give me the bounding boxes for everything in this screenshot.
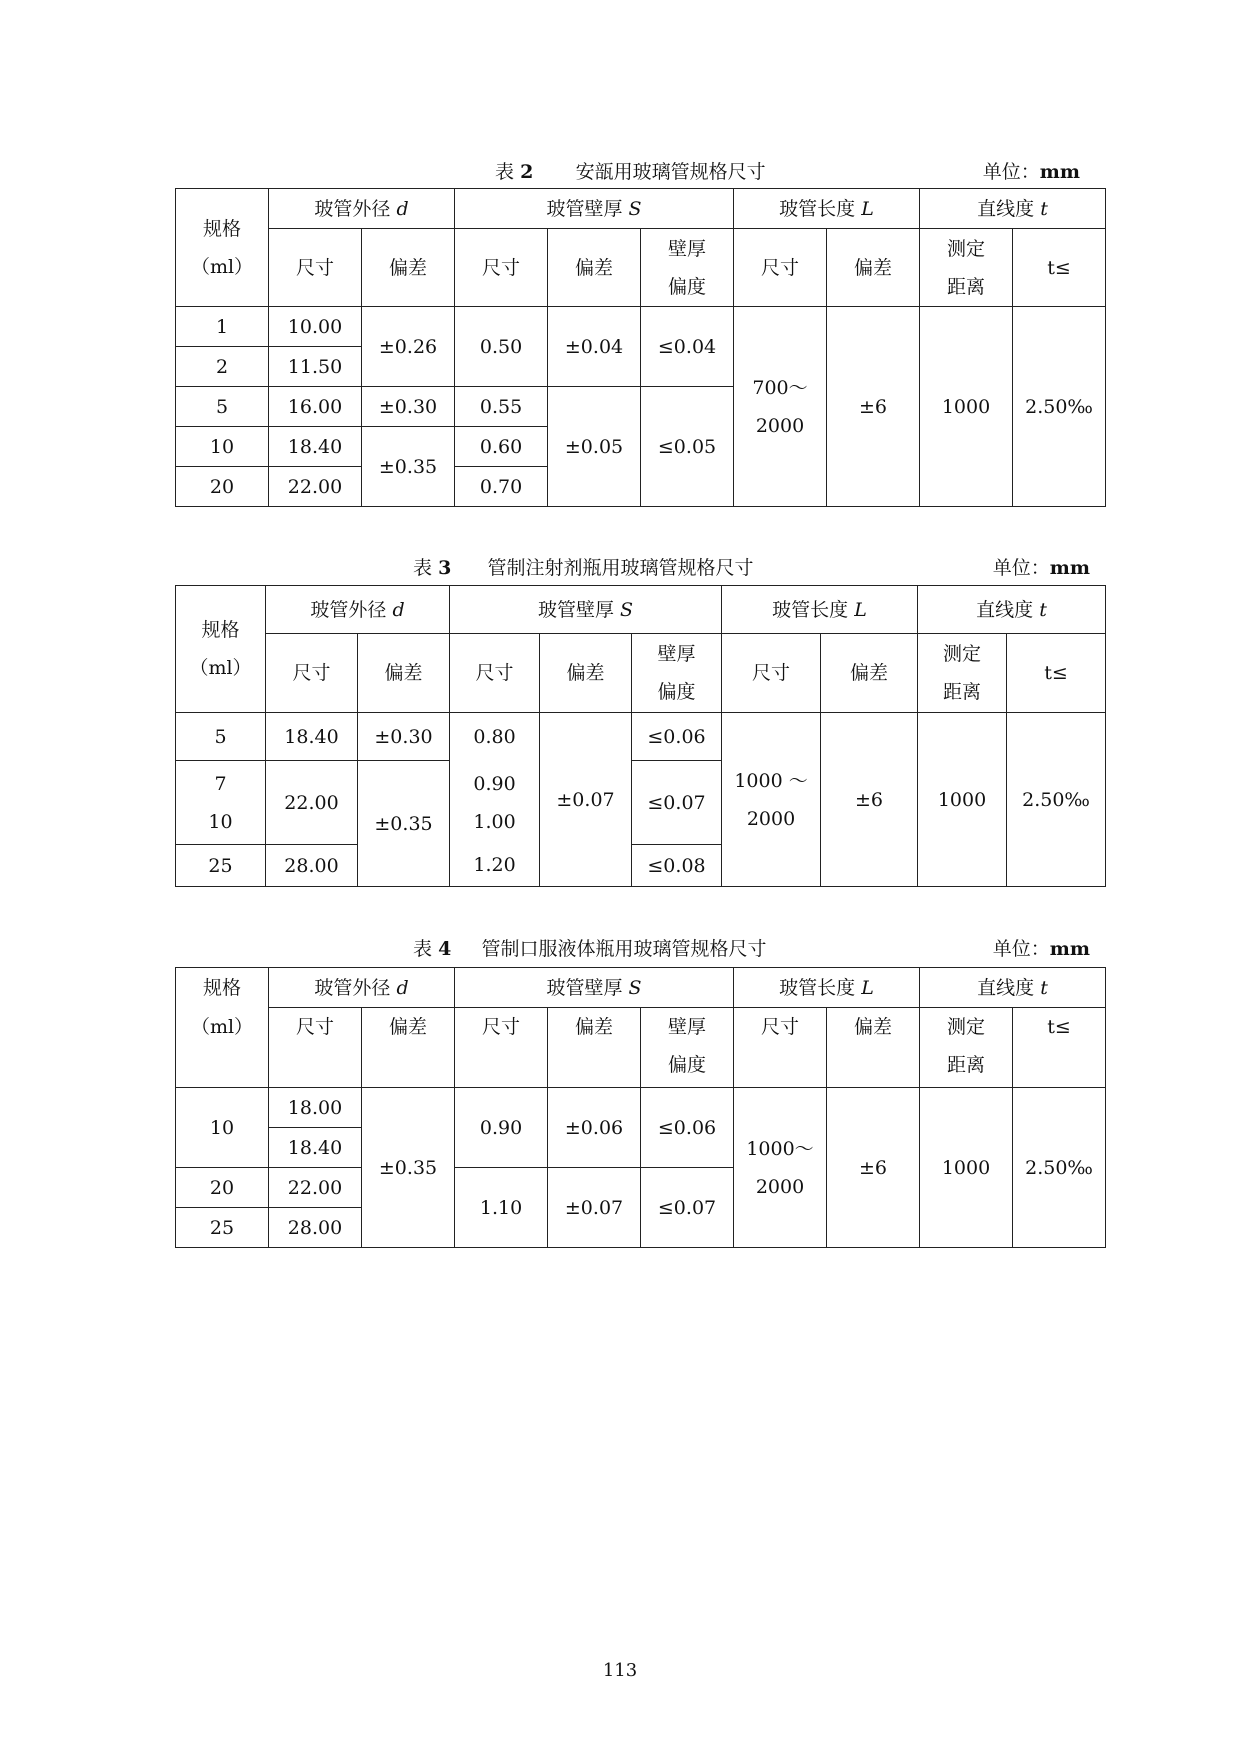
header-wall-dev: 偏差 [540,634,632,713]
header-wall-skew: 壁厚 偏度 [641,1008,734,1088]
header-wall: 玻管壁厚 S [450,586,722,634]
cell: 22.00 [269,1168,362,1208]
cell: ±6 [827,307,920,507]
cell: 18.40 [269,427,362,467]
cell: 11.50 [269,347,362,387]
header-length-dev: 偏差 [827,1008,920,1088]
header-wall-dev: 偏差 [548,229,641,307]
header-spec: 规格 [176,968,269,1008]
cell: ±0.04 [548,307,641,387]
header-od: 玻管外径 d [269,189,455,229]
header-t: t≤ [1007,634,1106,713]
header-wall-size: 尺寸 [450,634,540,713]
cell: 2.50‰ [1013,1088,1106,1248]
table-row [176,307,1106,347]
cell: 28.00 [266,845,358,887]
cell: 1000～ 2000 [734,1088,827,1248]
cell: ±0.30 [358,713,450,761]
cell: 1 [176,307,269,347]
cell: 1000 [918,713,1007,887]
caption-unit: 单位：mm [992,557,1090,579]
header-length-dev: 偏差 [827,229,920,307]
cell: ≤0.07 [641,1168,734,1248]
cell: 1.10 [455,1168,548,1248]
header-t: t≤ [1013,229,1106,307]
table-3 [175,585,1106,887]
header-length-size: 尺寸 [734,1008,827,1088]
cell: ≤0.04 [641,307,734,387]
table-row [176,1088,1106,1128]
page-number: 113 [602,1660,638,1681]
header-spec-unit: （ml） [176,1008,269,1088]
cell: 28.00 [269,1208,362,1248]
header-od: 玻管外径 d [266,586,450,634]
header-straightness: 直线度 t [920,968,1106,1008]
header-straightness: 直线度 t [920,189,1106,229]
cell: ±0.35 [362,427,455,507]
caption-unit: 单位：mm [982,161,1080,183]
cell: ±0.07 [548,1168,641,1248]
cell: ≤0.06 [641,1088,734,1168]
header-wall-skew: 壁厚 偏度 [641,229,734,307]
table-row [176,713,1106,761]
cell: 0.80 [450,713,540,761]
caption-title: 表 2 安瓿用玻璃管规格尺寸 [495,161,766,183]
header-od: 玻管外径 d [269,968,455,1008]
header-wall-size: 尺寸 [455,229,548,307]
header-spec: 规格 （ml） [176,586,266,713]
header-t: t≤ [1013,1008,1106,1088]
header-length-size: 尺寸 [734,229,827,307]
table-4-caption [175,934,1105,964]
header-wall-skew: 壁厚 偏度 [632,634,722,713]
cell: 1.20 [450,845,540,887]
cell: ±0.30 [362,387,455,427]
cell: 16.00 [269,387,362,427]
cell: ±0.05 [548,387,641,507]
cell: 25 [176,1208,269,1248]
cell: ±0.07 [540,713,632,887]
cell: 2.50‰ [1013,307,1106,507]
cell: 0.60 [455,427,548,467]
header-od-dev: 偏差 [362,229,455,307]
cell: 25 [176,845,266,887]
cell: 20 [176,1168,269,1208]
header-measure: 测定 距离 [918,634,1007,713]
cell: ±0.26 [362,307,455,387]
header-length: 玻管长度 L [734,968,920,1008]
header-od-dev: 偏差 [362,1008,455,1088]
cell: 0.55 [455,387,548,427]
cell: 0.90 [455,1088,548,1168]
header-length-size: 尺寸 [722,634,821,713]
cell: ±0.35 [362,1088,455,1248]
header-length-dev: 偏差 [821,634,918,713]
cell: 700～ 2000 [734,307,827,507]
header-od-size: 尺寸 [269,1008,362,1088]
header-wall-dev: 偏差 [548,1008,641,1088]
cell: 1000 [920,307,1013,507]
caption-title: 表 3 管制注射剂瓶用玻璃管规格尺寸 [413,557,754,579]
cell: 0.70 [455,467,548,507]
cell: 10 [176,1088,269,1168]
header-measure: 测定 距离 [920,1008,1013,1088]
cell: 20 [176,467,269,507]
cell: 7 10 [176,761,266,845]
cell: ≤0.07 [632,761,722,845]
header-wall: 玻管壁厚 S [455,968,734,1008]
cell: 0.90 1.00 [450,761,540,845]
header-wall: 玻管壁厚 S [455,189,734,229]
header-length: 玻管长度 L [722,586,918,634]
cell: 18.00 [269,1088,362,1128]
cell: 22.00 [269,467,362,507]
cell: ±0.35 [358,761,450,887]
table-4 [175,967,1106,1248]
cell: 18.40 [266,713,358,761]
cell: 0.50 [455,307,548,387]
header-spec: 规格 （ml） [176,189,269,307]
table-2 [175,188,1106,507]
header-straightness: 直线度 t [918,586,1106,634]
cell: ≤0.05 [641,387,734,507]
cell: ±0.06 [548,1088,641,1168]
cell: 10.00 [269,307,362,347]
header-od-size: 尺寸 [269,229,362,307]
cell: 10 [176,427,269,467]
header-length: 玻管长度 L [734,189,920,229]
caption-unit: 单位：mm [992,938,1090,960]
cell: 1000 ～ 2000 [722,713,821,887]
cell: 22.00 [266,761,358,845]
caption-title: 表 4 管制口服液体瓶用玻璃管规格尺寸 [413,938,767,960]
cell: ±6 [827,1088,920,1248]
cell: 5 [176,713,266,761]
header-od-dev: 偏差 [358,634,450,713]
cell: 2.50‰ [1007,713,1106,887]
header-measure: 测定 距离 [920,229,1013,307]
cell: 18.40 [269,1128,362,1168]
cell: 2 [176,347,269,387]
header-wall-size: 尺寸 [455,1008,548,1088]
cell: ≤0.06 [632,713,722,761]
table-3-caption [175,553,1105,583]
cell: 5 [176,387,269,427]
cell: ≤0.08 [632,845,722,887]
cell: ±6 [821,713,918,887]
header-od-size: 尺寸 [266,634,358,713]
table-2-caption [175,157,1105,187]
cell: 1000 [920,1088,1013,1248]
